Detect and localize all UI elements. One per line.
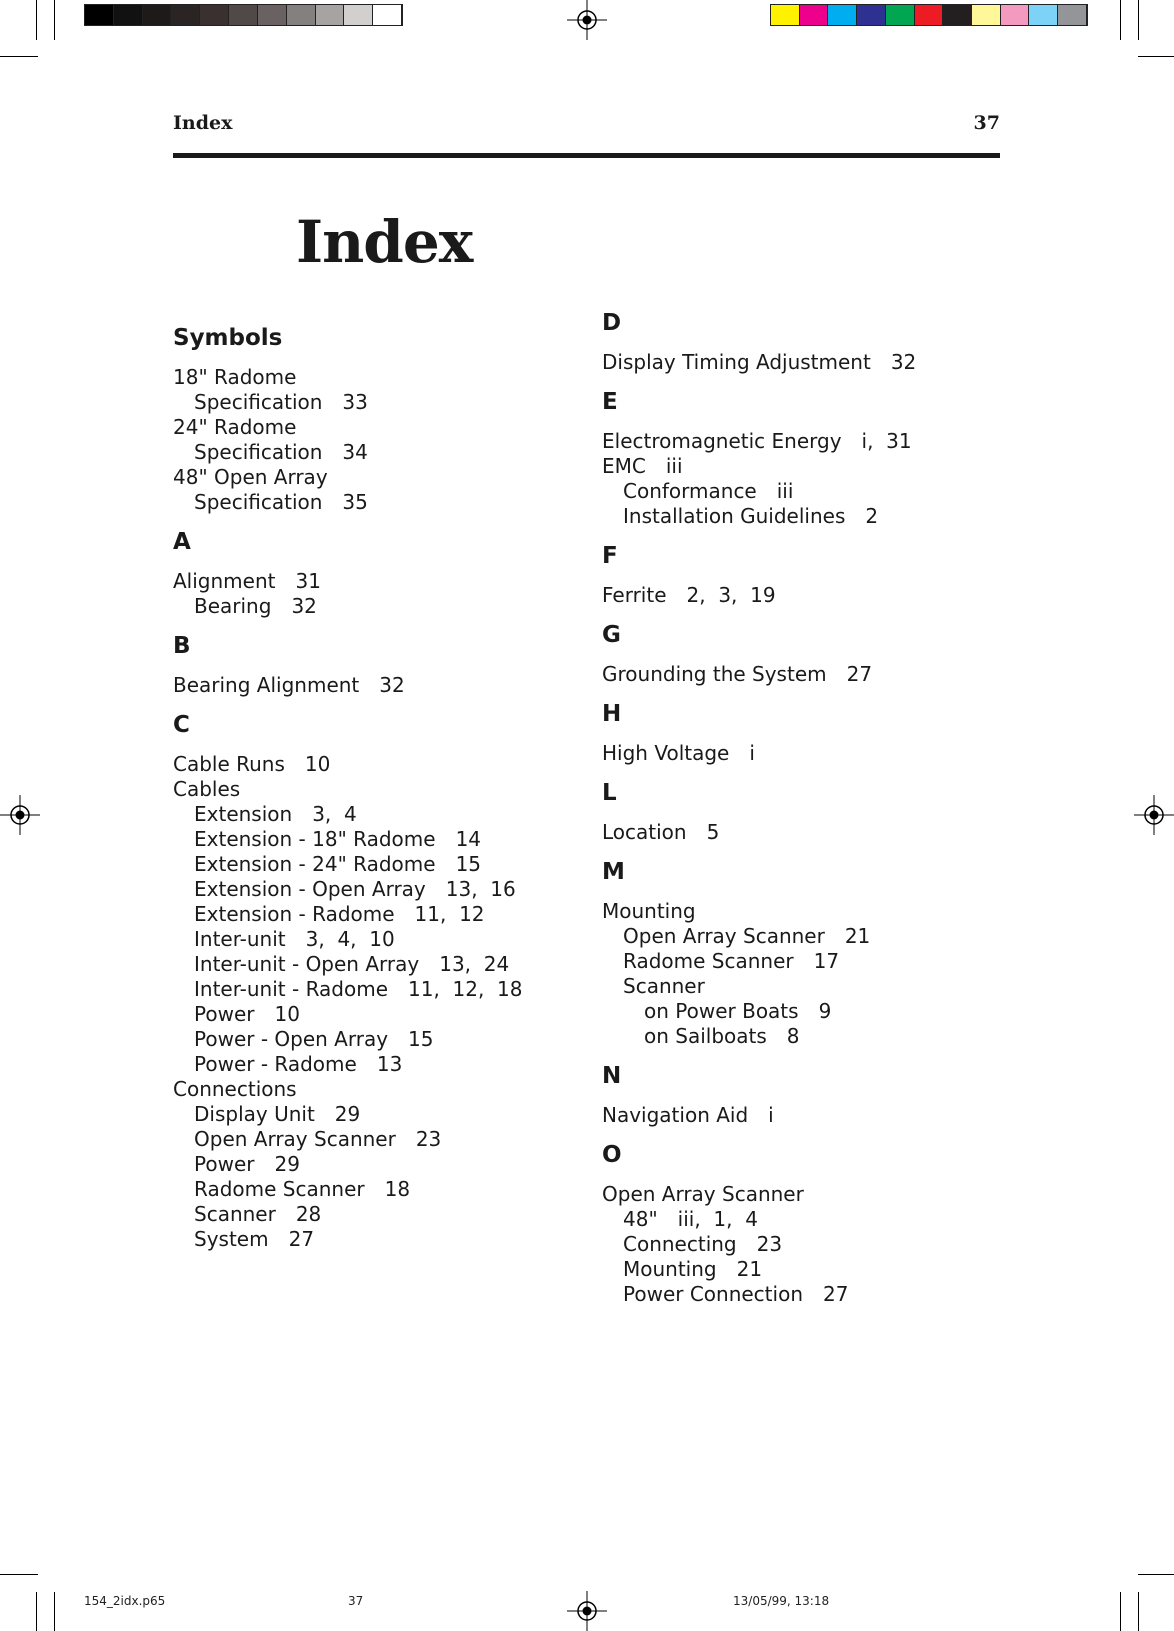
color-swatch	[171, 5, 200, 25]
index-entry	[173, 977, 523, 1002]
index-entry	[173, 927, 523, 952]
index-entry	[602, 350, 916, 375]
index-entry	[173, 1177, 523, 1202]
color-swatch	[915, 5, 944, 25]
index-entry	[602, 1207, 916, 1232]
index-section-heading: O	[602, 1142, 622, 1168]
index-entry	[173, 1102, 523, 1127]
index-entry	[602, 1282, 916, 1307]
index-entry-pages: i, 31	[861, 429, 912, 453]
index-entry-term: Bearing	[194, 594, 272, 618]
index-entry-term: Inter-unit - Radome	[194, 977, 388, 1001]
index-entry	[173, 752, 523, 777]
index-entry-pages: 31	[295, 569, 321, 593]
index-entry	[173, 1027, 523, 1052]
index-entry	[602, 899, 916, 924]
index-entry-pages: 23	[415, 1127, 442, 1151]
process-color-bar	[770, 4, 1088, 26]
index-section-heading: L	[602, 780, 617, 806]
registration-mark-icon	[567, 0, 607, 40]
color-swatch	[200, 5, 229, 25]
index-section-heading: N	[602, 1063, 622, 1089]
index-section-heading: G	[602, 622, 621, 648]
index-entry-term: Mounting	[623, 1257, 717, 1281]
index-entry-term: Specification	[194, 440, 323, 464]
index-entry-pages: 10	[304, 752, 331, 776]
index-section-heading: B	[173, 633, 191, 659]
crop-mark	[54, 1592, 55, 1631]
running-header-title: Index	[173, 112, 233, 134]
crop-mark	[1138, 0, 1139, 40]
crop-mark	[0, 1574, 38, 1575]
index-entry-term: Inter-unit - Open Array	[194, 952, 420, 976]
index-entry-term: Power	[194, 1152, 255, 1176]
index-entry-pages: 28	[295, 1202, 322, 1226]
color-swatch	[373, 5, 402, 25]
page-number: 37	[973, 112, 1000, 134]
index-entry	[173, 902, 523, 927]
index-entry-term: Open Array Scanner	[194, 1127, 396, 1151]
index-entry-term: 24" Radome	[173, 415, 297, 439]
color-swatch	[886, 5, 915, 25]
index-entry	[173, 490, 523, 515]
index-entry-pages: 32	[291, 594, 317, 618]
index-entry-term: Cable Runs	[173, 752, 285, 776]
color-swatch	[114, 5, 143, 25]
color-swatch	[316, 5, 345, 25]
index-entry-term: Extension - 18" Radome	[194, 827, 436, 851]
index-entry-term: Extension	[194, 802, 293, 826]
color-swatch	[287, 5, 316, 25]
index-section-heading: H	[602, 701, 622, 727]
index-entry	[173, 440, 523, 465]
index-entry-pages: 35	[342, 490, 368, 514]
index-entry-pages: 27	[823, 1282, 849, 1306]
index-entry-term: 48" Open Array	[173, 465, 328, 489]
index-entry-pages: 13, 16	[445, 877, 516, 901]
index-entry-pages: 5	[706, 820, 720, 844]
index-section-heading: M	[602, 859, 625, 885]
index-entry-pages: 15	[408, 1027, 434, 1051]
index-entry-pages: 11, 12, 18	[408, 977, 523, 1001]
index-entry-term: 18" Radome	[173, 365, 297, 389]
crop-mark	[54, 0, 55, 40]
index-entry	[602, 1182, 916, 1207]
index-entry-term: Specification	[194, 490, 323, 514]
index-entry	[173, 673, 523, 698]
color-swatch	[258, 5, 287, 25]
index-entry-pages: 15	[455, 852, 482, 876]
index-entry-term: Bearing Alignment	[173, 673, 360, 697]
index-entry	[173, 952, 523, 977]
index-section-heading: F	[602, 543, 618, 569]
index-entry	[173, 1052, 523, 1077]
index-entry-pages: 11, 12	[414, 902, 485, 926]
color-swatch	[85, 5, 114, 25]
index-entry-pages: 2, 3, 19	[686, 583, 776, 607]
index-entry-term: Cables	[173, 777, 241, 801]
index-entry	[602, 1232, 916, 1257]
index-entry	[602, 1257, 916, 1282]
color-swatch	[771, 5, 800, 25]
index-entry	[602, 583, 916, 608]
index-entry-term: EMC	[602, 454, 646, 478]
registration-mark-icon	[1134, 795, 1174, 835]
index-entry	[173, 1077, 523, 1102]
index-entry-term: Ferrite	[602, 583, 667, 607]
index-entry-pages: 21	[736, 1257, 763, 1281]
grayscale-color-bar	[84, 4, 403, 26]
index-entry-pages: 17	[813, 949, 840, 973]
crop-mark	[1120, 0, 1121, 40]
index-entry-pages: 18	[384, 1177, 411, 1201]
index-entry	[602, 820, 916, 845]
index-entry-term: Scanner	[194, 1202, 276, 1226]
index-entry-pages: 27	[846, 662, 873, 686]
index-entry	[173, 827, 523, 852]
index-entry-pages: 2	[865, 504, 879, 528]
color-swatch	[857, 5, 886, 25]
index-entry-term: 48"	[623, 1207, 658, 1231]
color-swatch	[1029, 5, 1058, 25]
footer-timestamp: 13/05/99, 13:18	[733, 1594, 830, 1608]
index-entry	[173, 802, 523, 827]
index-entry	[173, 415, 523, 440]
index-entry-pages: 3, 4, 10	[305, 927, 395, 951]
index-entry-pages: 13	[376, 1052, 403, 1076]
index-entry-term: on Power Boats	[644, 999, 799, 1023]
index-entry-term: Extension - Open Array	[194, 877, 426, 901]
index-entry-pages: 32	[379, 673, 405, 697]
index-entry-term: Open Array Scanner	[602, 1182, 804, 1206]
index-entry-pages: 21	[844, 924, 871, 948]
index-entry	[602, 454, 916, 479]
index-entry-pages: 14	[455, 827, 482, 851]
index-entry	[173, 390, 523, 415]
color-swatch	[1058, 5, 1087, 25]
header-rule	[173, 153, 1000, 158]
index-entry	[602, 1024, 916, 1049]
index-entry	[602, 504, 916, 529]
index-entry-pages: 34	[342, 440, 368, 464]
color-swatch	[344, 5, 373, 25]
index-section-heading: E	[602, 389, 618, 415]
index-entry-pages: 8	[786, 1024, 800, 1048]
index-column-right	[602, 310, 916, 1307]
index-entry-term: Grounding the System	[602, 662, 827, 686]
index-entry-pages: 29	[334, 1102, 361, 1126]
index-column-left	[173, 325, 523, 1252]
crop-mark	[36, 1592, 37, 1631]
index-entry-term: Radome Scanner	[194, 1177, 365, 1201]
index-entry	[602, 429, 916, 454]
index-entry-term: Installation Guidelines	[623, 504, 846, 528]
color-swatch	[943, 5, 972, 25]
index-entry-term: Scanner	[623, 974, 705, 998]
index-entry-term: High Voltage	[602, 741, 730, 765]
index-entry	[602, 924, 916, 949]
crop-mark	[1120, 1592, 1121, 1631]
index-entry-pages: i	[768, 1103, 774, 1127]
index-entry-term: Extension - Radome	[194, 902, 395, 926]
index-entry	[173, 594, 523, 619]
index-entry	[602, 999, 916, 1024]
index-entry	[173, 1002, 523, 1027]
index-entry-pages: 3, 4	[312, 802, 357, 826]
index-entry-term: Extension - 24" Radome	[194, 852, 436, 876]
index-entry-term: Alignment	[173, 569, 276, 593]
index-entry-term: Display Unit	[194, 1102, 315, 1126]
index-entry-term: System	[194, 1227, 269, 1251]
index-entry	[173, 877, 523, 902]
index-entry-pages: 9	[818, 999, 832, 1023]
index-entry	[173, 465, 523, 490]
index-entry-term: Navigation Aid	[602, 1103, 749, 1127]
index-entry-term: Connecting	[623, 1232, 737, 1256]
index-entry-term: Display Timing Adjustment	[602, 350, 871, 374]
index-entry	[602, 974, 916, 999]
index-entry	[173, 852, 523, 877]
color-swatch	[800, 5, 829, 25]
index-entry-pages: 33	[342, 390, 368, 414]
index-entry-term: Location	[602, 820, 687, 844]
index-entry	[602, 741, 916, 766]
registration-mark-icon	[567, 1591, 607, 1631]
index-entry	[173, 1152, 523, 1177]
color-swatch	[229, 5, 258, 25]
index-entry-pages: 23	[756, 1232, 783, 1256]
index-entry-pages: 29	[274, 1152, 300, 1176]
index-entry-term: Specification	[194, 390, 323, 414]
index-entry-term: Connections	[173, 1077, 297, 1101]
index-entry	[173, 1202, 523, 1227]
index-entry-pages: 10	[274, 1002, 300, 1026]
index-section-heading: D	[602, 310, 622, 336]
registration-mark-icon	[0, 795, 40, 835]
index-entry-pages: iii	[776, 479, 794, 503]
crop-mark	[1138, 56, 1174, 57]
index-entry	[602, 662, 916, 687]
index-entry-pages: 32	[890, 350, 917, 374]
color-swatch	[143, 5, 172, 25]
footer-page: 37	[348, 1594, 364, 1608]
index-entry-term: Mounting	[602, 899, 696, 923]
crop-mark	[1138, 1592, 1139, 1631]
index-entry	[173, 365, 523, 390]
index-entry-pages: i	[749, 741, 755, 765]
index-section-heading: C	[173, 712, 190, 738]
index-entry-term: Power - Radome	[194, 1052, 357, 1076]
index-entry	[173, 777, 523, 802]
color-swatch	[1001, 5, 1030, 25]
crop-mark	[0, 56, 38, 57]
index-entry-term: Conformance	[623, 479, 757, 503]
index-entry-term: Inter-unit	[194, 927, 286, 951]
index-entry	[602, 949, 916, 974]
index-section-heading: Symbols	[173, 325, 283, 351]
index-entry-pages: 27	[288, 1227, 315, 1251]
footer-file-name: 154_2idx.p65	[84, 1594, 166, 1608]
index-entry	[173, 1127, 523, 1152]
index-entry-term: Electromagnetic Energy	[602, 429, 842, 453]
index-entry-term: on Sailboats	[644, 1024, 767, 1048]
index-entry-term: Power - Open Array	[194, 1027, 389, 1051]
index-entry	[602, 1103, 916, 1128]
color-swatch	[828, 5, 857, 25]
color-swatch	[972, 5, 1001, 25]
index-entry	[173, 569, 523, 594]
index-entry-term: Power Connection	[623, 1282, 803, 1306]
crop-mark	[1138, 1574, 1174, 1575]
index-entry	[173, 1227, 523, 1252]
page-title: Index	[296, 208, 473, 276]
index-entry-term: Radome Scanner	[623, 949, 794, 973]
index-entry-term: Open Array Scanner	[623, 924, 825, 948]
crop-mark	[36, 0, 37, 40]
index-entry-pages: iii, 1, 4	[677, 1207, 758, 1231]
index-entry	[602, 479, 916, 504]
index-section-heading: A	[173, 529, 191, 555]
index-entry-term: Power	[194, 1002, 255, 1026]
index-entry-pages: iii	[665, 454, 683, 478]
index-entry-pages: 13, 24	[439, 952, 510, 976]
